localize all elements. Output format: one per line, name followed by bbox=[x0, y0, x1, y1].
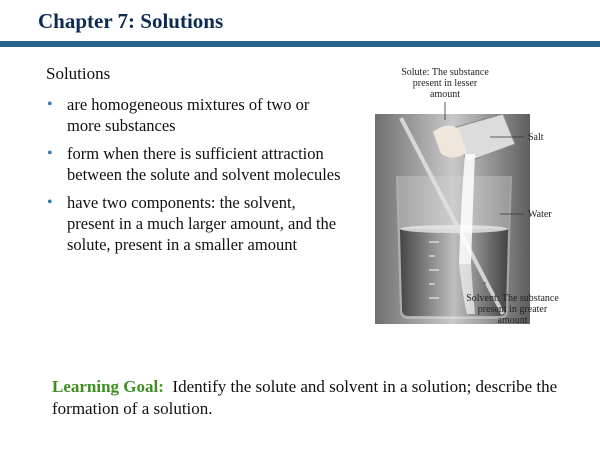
solute-caption: Solute: The substance present in lesser amount bbox=[401, 67, 489, 100]
solution-figure bbox=[360, 62, 600, 332]
leader-lines bbox=[360, 62, 600, 332]
bullet-dot-icon: • bbox=[47, 96, 53, 113]
bullet-item bbox=[46, 143, 346, 185]
water-label: Water bbox=[528, 209, 552, 220]
learning-goal-text: Identify the solute and solvent in a solution; describe the formation of a solution. bbox=[52, 377, 558, 418]
bullet-dot-icon: • bbox=[47, 145, 53, 162]
learning-goal-label: Learning Goal: bbox=[52, 377, 164, 396]
bullet-text: form when there is sufficient attraction between the solute and solvent molecules bbox=[67, 144, 341, 184]
solvent-caption: Solvent: The substance present in greater amount bbox=[466, 293, 559, 326]
bullet-text: have two components: the solvent, present in a much larger amount, and the solute, present in a smaller amount bbox=[67, 193, 337, 254]
salt-label: Salt bbox=[528, 132, 544, 143]
bullet-item bbox=[46, 192, 346, 255]
bullet-item bbox=[46, 94, 346, 136]
bullet-dot-icon: • bbox=[47, 194, 53, 211]
section-heading: Solutions bbox=[46, 64, 111, 83]
slide-title: Chapter 7: Solutions bbox=[38, 9, 224, 33]
bullet-list bbox=[46, 94, 346, 262]
title-divider bbox=[0, 41, 600, 47]
learning-goal bbox=[52, 376, 572, 420]
bullet-text: are homogeneous mixtures of two or more substances bbox=[67, 95, 310, 135]
